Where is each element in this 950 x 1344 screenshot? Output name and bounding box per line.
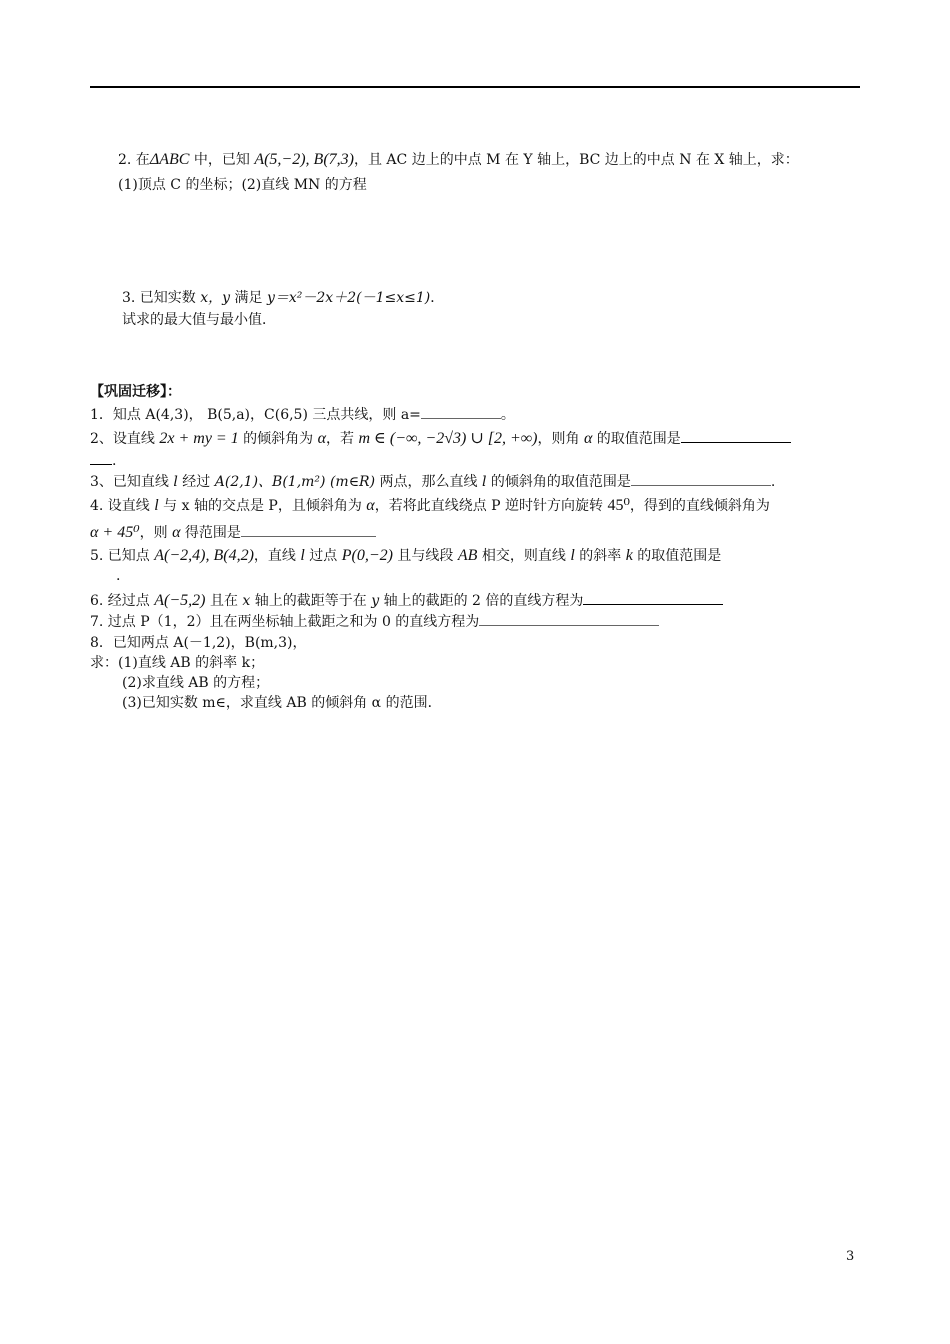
- item-3-end: 的倾斜角的取值范围是: [486, 474, 631, 490]
- item-4-range: 得范围是: [180, 525, 241, 541]
- item-3-l: l: [173, 474, 178, 490]
- item-5: [90, 546, 721, 566]
- item-6-y: y: [371, 593, 380, 609]
- q3-line2: 试求的最大值与最小值．: [122, 312, 276, 328]
- item-2-blank-cont: [90, 450, 112, 465]
- item-4-prefix: 4. 设直线: [90, 498, 155, 514]
- item-2-end: 的取值范围是: [592, 431, 681, 447]
- item-8-line1: 8．已知两点 A(－1,2)，B(m,3)，: [90, 635, 307, 651]
- item-5-mid3: 且与线段: [392, 548, 458, 564]
- item-3-prefix: 3、已知直线: [90, 474, 174, 490]
- q3-prefix: 3. 已知实数: [122, 290, 201, 306]
- item-2-equation: 2x + my = 1: [159, 430, 239, 447]
- item-4-then: ，则: [139, 525, 173, 541]
- item-2-wrap: [90, 450, 116, 471]
- item-4-line2: [90, 522, 376, 543]
- item-4-mid1: 与 x 轴的交点是 P，且倾斜角为: [158, 498, 367, 514]
- item-5-mid5: 的斜率: [574, 548, 626, 564]
- item-2-mid2: ，若: [326, 431, 359, 447]
- item-8-line3: (2)求直线 AB 的方程；: [122, 675, 270, 691]
- item-2-wrap-dot: .: [112, 453, 117, 469]
- q3-equation: y＝x²－2x＋2(－1≤x≤1): [266, 290, 431, 306]
- item-2-alpha-2: α: [583, 430, 593, 447]
- item-1-end: 。: [500, 407, 515, 423]
- item-6-end: 轴上的截距的 2 倍的直线方程为: [379, 593, 584, 609]
- item-5-wrap: .: [116, 568, 121, 584]
- item-5-l-2: l: [570, 547, 575, 564]
- item-6-point: A(−5,2): [154, 592, 206, 609]
- q3-end: ．: [430, 290, 445, 306]
- item-1-text: 1．知点 A(4,3)， B(5,a)，C(6,5) 三点共线，则 a=: [90, 407, 421, 423]
- item-2-alpha: α: [317, 430, 327, 447]
- item-7: [90, 611, 659, 632]
- header-rule: [90, 86, 860, 88]
- item-5-end: 的取值范围是: [632, 548, 722, 564]
- item-6: [90, 590, 723, 611]
- item-5-ab: AB: [457, 547, 478, 564]
- item-2-blank: [681, 428, 791, 443]
- item-6-blank: [583, 590, 723, 605]
- q2-triangle: ΔABC: [149, 151, 190, 168]
- item-3-points: A(2,1)、B(1,m²) (m∈R): [214, 474, 376, 490]
- item-5-mid2: 过点: [304, 548, 342, 564]
- item-6-prefix: 6. 经过点: [90, 593, 155, 609]
- q3-mid: 满足: [230, 290, 267, 306]
- item-8-line4: (3)已知实数 m∈，求直线 AB 的倾斜角 α 的范围．: [122, 695, 442, 711]
- item-4-alpha-2: α: [172, 524, 181, 541]
- item-5-mid1: ，直线: [253, 548, 301, 564]
- item-4: [90, 496, 770, 516]
- item-4-degree: 45⁰: [607, 497, 630, 514]
- q2-points: A(5,−2), B(7,3): [254, 151, 354, 168]
- item-6-mid2: 轴上的截距等于在: [250, 593, 372, 609]
- item-4-blank: [241, 522, 376, 537]
- page-number: 3: [846, 1249, 855, 1264]
- item-7-text: 7. 过点 P（1，2）且在两坐标轴上截距之和为 0 的直线方程为: [90, 614, 480, 630]
- item-6-mid1: 且在: [205, 593, 243, 609]
- item-5-prefix: 5. 已知点: [90, 548, 155, 564]
- item-2-condition: m ∈ (−∞, −2√3) ∪ [2, +∞): [358, 430, 538, 447]
- item-5-l: l: [300, 547, 305, 564]
- item-3-l-2: l: [481, 474, 487, 490]
- item-5-points: A(−2,4), B(4,2): [154, 547, 254, 564]
- item-4-alpha: α: [366, 497, 375, 514]
- item-4-l: l: [154, 497, 159, 514]
- item-4-mid2: ，若将此直线绕点 P 逆时针方向旋转: [374, 498, 608, 514]
- item-3-mid: 经过: [177, 474, 215, 490]
- section-title: 【巩固迁移】：: [90, 384, 181, 400]
- item-4-mid3: ，得到的直线倾斜角为: [629, 498, 770, 514]
- q2-line1: [118, 150, 799, 170]
- item-5-k: k: [625, 547, 633, 564]
- item-2-prefix: 2、设直线: [90, 431, 160, 447]
- q2-line2: (1)顶点 C 的坐标；(2)直线 MN 的方程: [118, 177, 367, 193]
- item-1: [90, 404, 515, 425]
- q2-mid2: ，且 AC 边上的中点 M 在 Y 轴上，BC 边上的中点 N 在 X 轴上，求：: [353, 152, 799, 168]
- item-3: [90, 471, 775, 492]
- item-2-mid3: ，则角: [537, 431, 584, 447]
- item-1-blank: [421, 404, 501, 419]
- item-5-mid4: 相交，则直线: [477, 548, 571, 564]
- item-2: [90, 428, 791, 449]
- item-2-mid1: 的倾斜角为: [238, 431, 318, 447]
- item-7-blank: [479, 611, 659, 626]
- q2-mid1: 中，已知: [189, 152, 255, 168]
- item-5-point-p: P(0,−2): [341, 547, 393, 564]
- item-6-x: x: [242, 593, 251, 609]
- item-3-dot: .: [770, 474, 776, 490]
- item-3-blank: [631, 471, 771, 486]
- item-4-alpha-plus: α + 45⁰: [90, 524, 140, 541]
- q3-line1: [122, 288, 444, 308]
- item-8-line2: 求：(1)直线 AB 的斜率 k；: [90, 655, 265, 671]
- q2-prefix: 2. 在: [118, 152, 150, 168]
- item-3-rest: 两点，那么直线: [375, 474, 482, 490]
- q3-vars: x，y: [200, 290, 231, 306]
